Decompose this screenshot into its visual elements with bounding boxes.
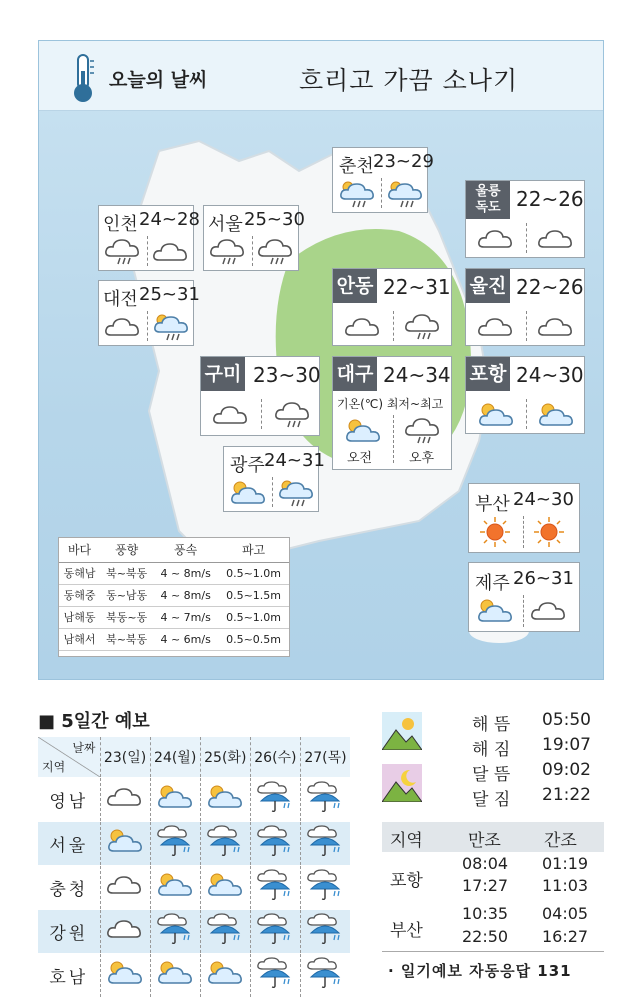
sea-cell: 북동~동 <box>100 606 153 628</box>
cloud-sun-icon <box>105 957 145 989</box>
cloud-rain-icon <box>403 415 443 447</box>
cloud-icon <box>476 311 516 343</box>
cloud-icon <box>105 913 145 945</box>
sea-cell: 북~북동 <box>100 562 153 584</box>
forecast-cell <box>200 821 250 865</box>
time-label: 해 뜸 <box>472 715 511 735</box>
tide-time: 04:05 <box>542 904 589 923</box>
city-temp: 24~30 <box>513 489 574 510</box>
city-temp: 25~30 <box>244 209 305 230</box>
forecast-title: ■ 5일간 예보 <box>38 711 150 732</box>
cloud-rain-icon <box>403 311 443 343</box>
sea-cell: 0.5~1.5m <box>218 584 289 606</box>
cloud-icon <box>105 781 145 813</box>
forecast-day: 25(화) <box>200 737 250 777</box>
umbrella-icon <box>205 825 245 857</box>
sea-cell: 4 ~ 8m/s <box>153 584 218 606</box>
sunset-row <box>472 735 591 760</box>
umbrella-icon <box>155 913 195 945</box>
tide-time: 11:03 <box>542 876 589 895</box>
sea-cell: 동해남 <box>59 562 100 584</box>
card-busan <box>468 483 580 553</box>
forecast-cell <box>100 953 150 997</box>
city-temp: 24~28 <box>139 209 200 230</box>
header-bar <box>39 41 603 111</box>
forecast-cell <box>200 865 250 909</box>
table-row <box>59 584 289 606</box>
forecast-cell <box>100 909 150 953</box>
city-temp: 24~30 <box>516 363 584 387</box>
sea-cell: 4 ~ 6m/s <box>153 628 218 650</box>
forecast-region: 영남 <box>38 777 100 821</box>
moonset-row <box>472 785 591 810</box>
cloud-sun-icon <box>205 781 245 813</box>
sea-conditions-table <box>58 537 290 657</box>
forecast-cell <box>150 821 200 865</box>
sea-cell: 남해서 <box>59 628 100 650</box>
time-label: 해 짐 <box>472 740 511 760</box>
weather-summary: 흐리고 가끔 소나기 <box>299 66 519 95</box>
time-value: 05:50 <box>542 710 591 730</box>
umbrella-icon <box>255 869 295 901</box>
card-andong <box>332 268 452 346</box>
table-row <box>38 953 350 997</box>
cloud-icon <box>536 223 576 255</box>
forecast-region: 충청 <box>38 865 100 909</box>
forecast-header-row <box>38 737 350 777</box>
time-value: 09:02 <box>542 760 591 780</box>
table-row <box>59 562 289 584</box>
sea-cell: 동해중 <box>59 584 100 606</box>
time-label: 달 짐 <box>472 790 511 810</box>
city-name: 춘천 <box>339 156 374 177</box>
forecast-day: 24(월) <box>150 737 200 777</box>
forecast-table <box>38 737 350 997</box>
tide-time: 01:19 <box>542 854 589 873</box>
tide-time: 08:04 <box>462 854 509 873</box>
cloud-sun-icon <box>205 869 245 901</box>
cloud-sun-icon <box>228 477 268 509</box>
cloud-rain-sun-icon <box>276 477 316 509</box>
forecast-cell <box>250 953 300 997</box>
sun-moon-times <box>382 710 604 810</box>
time-label: 달 뜸 <box>472 765 511 785</box>
city-temp: 26~31 <box>513 568 574 589</box>
cloud-sun-icon <box>155 869 195 901</box>
table-row <box>59 606 289 628</box>
cloud-icon <box>536 311 576 343</box>
table-row <box>38 909 350 953</box>
card-seoul <box>203 205 305 271</box>
sea-cell: 0.5~1.0m <box>218 562 289 584</box>
forecast-cell <box>150 777 200 821</box>
cloud-sun-icon <box>155 957 195 989</box>
cloud-rain-sun-icon <box>337 178 377 210</box>
sea-header: 파고 <box>218 538 289 562</box>
umbrella-icon <box>255 957 295 989</box>
cloud-icon <box>105 869 145 901</box>
forecast-cell <box>150 953 200 997</box>
forecast-cell <box>300 777 350 821</box>
forecast-cell <box>150 865 200 909</box>
card-uljin <box>465 268 585 346</box>
table-row <box>59 628 289 650</box>
city-temp: 22~26 <box>516 275 584 299</box>
city-temp: 24~31 <box>264 450 325 471</box>
tide-region: 부산 <box>390 921 423 941</box>
card-daejeon <box>98 280 200 346</box>
forecast-cell <box>250 777 300 821</box>
time-value: 19:07 <box>542 735 591 755</box>
sea-cell: 0.5~1.0m <box>218 606 289 628</box>
tide-header-cell: 간조 <box>544 831 577 851</box>
city-name: 안동 <box>333 269 377 303</box>
card-chuncheon <box>332 147 434 213</box>
sea-cell: 4 ~ 8m/s <box>153 562 218 584</box>
table-row <box>38 821 350 865</box>
cloud-sun-icon <box>105 825 145 857</box>
sea-cell: 동~남동 <box>100 584 153 606</box>
pm-label: 오후 <box>409 451 435 466</box>
cloud-icon <box>103 311 143 343</box>
city-temp: 22~31 <box>383 275 451 299</box>
city-name: 부산 <box>475 494 510 515</box>
forecast-region: 호남 <box>38 953 100 997</box>
am-label: 오전 <box>347 451 373 466</box>
city-temp: 24~34 <box>383 363 451 387</box>
umbrella-icon <box>305 825 345 857</box>
cloud-sun-icon <box>536 399 576 431</box>
tide-header-cell: 지역 <box>390 831 423 851</box>
forecast-cell <box>250 821 300 865</box>
cloud-icon <box>211 399 251 431</box>
cloud-rain-icon <box>103 236 143 268</box>
forecast-corner <box>38 737 100 777</box>
city-name: 울진 <box>466 269 510 303</box>
cloud-icon <box>151 236 191 268</box>
forecast-cell <box>250 865 300 909</box>
card-incheon <box>98 205 200 271</box>
cloud-sun-icon <box>205 957 245 989</box>
cloud-rain-sun-icon <box>151 311 191 343</box>
umbrella-icon <box>155 825 195 857</box>
forecast-cell <box>300 865 350 909</box>
forecast-cell <box>100 821 150 865</box>
corner-top-label: 날짜 <box>72 741 96 755</box>
phone-forecast-note: · 일기예보 자동응답 131 <box>388 962 572 980</box>
card-gumi <box>200 356 320 436</box>
umbrella-icon <box>305 957 345 989</box>
umbrella-icon <box>305 781 345 813</box>
time-value: 21:22 <box>542 785 591 805</box>
sun-icon <box>529 516 569 548</box>
forecast-day: 23(일) <box>100 737 150 777</box>
tide-region: 포항 <box>390 871 423 891</box>
sea-cell: 북~북동 <box>100 628 153 650</box>
forecast-region: 서울 <box>38 821 100 865</box>
forecast-cell <box>200 777 250 821</box>
cloud-rain-icon <box>273 399 313 431</box>
sea-header: 풍속 <box>153 538 218 562</box>
moonrise-icon <box>382 764 422 802</box>
tide-time: 10:35 <box>462 904 509 923</box>
sunrise-row <box>472 710 591 735</box>
cloud-icon <box>343 311 383 343</box>
city-temp: 23~29 <box>373 151 434 172</box>
cloud-sun-icon <box>475 595 515 627</box>
city-name: 대구 <box>333 357 377 391</box>
cloud-rain-icon <box>256 236 296 268</box>
cloud-sun-icon <box>476 399 516 431</box>
forecast-cell <box>300 821 350 865</box>
tide-header <box>382 822 604 852</box>
sunrise-icon <box>382 712 422 750</box>
card-gwangju <box>223 446 325 512</box>
forecast-cell <box>100 777 150 821</box>
tide-header-cell: 만조 <box>468 831 501 851</box>
forecast-cell <box>200 909 250 953</box>
forecast-cell <box>150 909 200 953</box>
cloud-sun-icon <box>343 415 383 447</box>
moonrise-row <box>472 760 591 785</box>
city-name: 구미 <box>201 357 245 391</box>
sea-cell: 4 ~ 7m/s <box>153 606 218 628</box>
forecast-day: 27(목) <box>300 737 350 777</box>
city-name: 제주 <box>475 573 510 594</box>
tide-table <box>382 822 604 952</box>
city-name: 대전 <box>103 289 138 310</box>
umbrella-icon <box>205 913 245 945</box>
cloud-icon <box>529 595 569 627</box>
thermometer-icon <box>69 53 97 103</box>
temp-legend: 기온(℃) 최저~최고 <box>337 397 444 411</box>
forecast-cell <box>250 909 300 953</box>
sea-cell: 남해동 <box>59 606 100 628</box>
city-temp: 22~26 <box>516 187 584 211</box>
forecast-cell <box>100 865 150 909</box>
card-jeju <box>468 562 580 632</box>
forecast-region: 강원 <box>38 909 100 953</box>
card-daegu <box>332 356 452 470</box>
forecast-cell <box>300 909 350 953</box>
sea-header: 풍향 <box>100 538 153 562</box>
card-ulleung <box>465 180 585 258</box>
tide-time: 17:27 <box>462 876 509 895</box>
city-name: 울릉 독도 <box>466 181 510 219</box>
umbrella-icon <box>255 781 295 813</box>
city-name: 인천 <box>103 214 138 235</box>
forecast-cell <box>200 953 250 997</box>
forecast-day: 26(수) <box>250 737 300 777</box>
city-temp: 25~31 <box>139 284 200 305</box>
cloud-sun-icon <box>155 781 195 813</box>
sea-header-row <box>59 538 289 562</box>
tide-time: 16:27 <box>542 927 589 946</box>
sea-header: 바다 <box>59 538 100 562</box>
cloud-rain-sun-icon <box>385 178 425 210</box>
umbrella-icon <box>305 869 345 901</box>
umbrella-icon <box>255 825 295 857</box>
header-title: 오늘의 날씨 <box>109 69 208 91</box>
cloud-icon <box>476 223 516 255</box>
card-pohang <box>465 356 585 434</box>
corner-bottom-label: 지역 <box>42 759 66 774</box>
city-temp: 23~30 <box>253 363 321 387</box>
tide-body <box>382 852 604 952</box>
city-name: 포항 <box>466 357 510 391</box>
table-row <box>38 777 350 821</box>
city-name: 광주 <box>230 455 265 476</box>
umbrella-icon <box>305 913 345 945</box>
sea-cell: 0.5~0.5m <box>218 628 289 650</box>
umbrella-icon <box>255 913 295 945</box>
tide-time: 22:50 <box>462 927 509 946</box>
city-name: 서울 <box>208 214 243 235</box>
sun-icon <box>475 516 515 548</box>
forecast-cell <box>300 953 350 997</box>
table-row <box>38 865 350 909</box>
cloud-rain-icon <box>208 236 248 268</box>
